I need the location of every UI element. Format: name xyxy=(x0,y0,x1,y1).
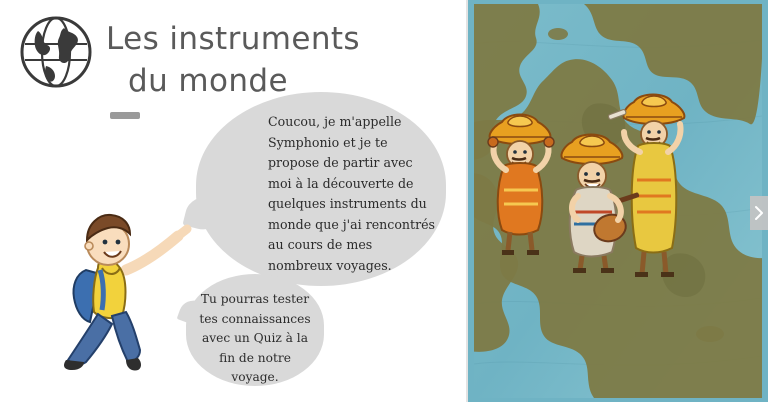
globe-icon xyxy=(18,14,94,90)
page-title-line-1: Les instruments xyxy=(106,21,360,57)
island-1 xyxy=(696,326,724,342)
symphonio-boy-illustration xyxy=(60,196,210,396)
island-2 xyxy=(548,28,568,40)
speech-bubble-main-text: Coucou, je m'appelle Symphonio et je te propose de partir avec moi à la découverte de quelques instruments du monde que j'ai rencontrés au cours de mes nombreux voyages. xyxy=(268,114,436,273)
speech-bubble-secondary-text: Tu pourras tester tes connaissances avec un Quiz à la fin de notre voyage. xyxy=(199,292,311,384)
map-panel xyxy=(468,0,768,402)
page-title-line-2: du monde xyxy=(128,63,288,99)
page-title xyxy=(106,18,436,102)
world-map-illustration[interactable] xyxy=(474,4,762,398)
next-slide-button[interactable] xyxy=(750,196,768,230)
dash-divider xyxy=(110,112,140,119)
chevron-right-icon xyxy=(754,205,764,221)
